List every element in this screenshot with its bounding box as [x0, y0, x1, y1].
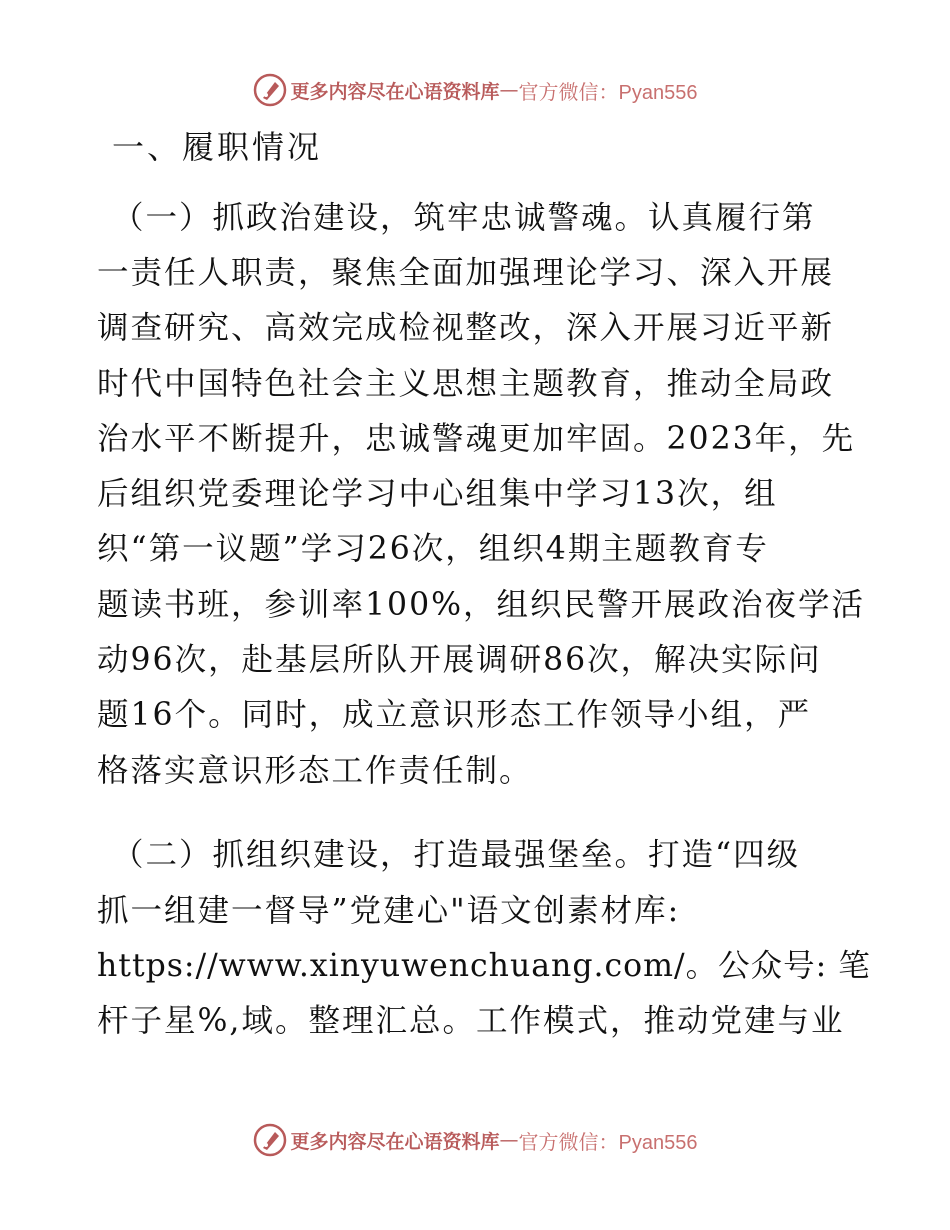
paragraph-1-line: （一）抓政治建设，筑牢忠诚警魂。认真履行第 [112, 200, 816, 236]
watermark-separator: — [499, 1129, 519, 1151]
pen-nib-logo-icon [253, 1123, 287, 1157]
paragraph-2-line: 杆子星%,域。整理汇总。工作模式，推动党建与业 [97, 1003, 845, 1039]
paragraph-1-line: 一责任人职责，聚焦全面加强理论学习、深入开展 [97, 255, 835, 291]
paragraph-2-line: （二）抓组织建设，打造最强堡垒。打造“四级 [112, 837, 801, 873]
paragraph-1-line: 题16个。同时，成立意识形态工作领导小组，严 [97, 697, 812, 733]
paragraph-1-line: 织“第一议题”学习26次，组织4期主题教育专 [97, 531, 769, 567]
paragraph-1-line: 题读书班，参训率100%，组织民警开展政治夜学活 [97, 587, 866, 623]
paragraph-1-line: 时代中国特色社会主义思想主题教育，推动全局政 [97, 366, 835, 402]
pen-nib-logo-icon [253, 73, 287, 107]
watermark-text: 更多内容尽在心语资料库 [290, 80, 500, 103]
paragraph-1-line: 调查研究、高效完成检视整改，深入开展习近平新 [97, 310, 835, 346]
watermark-text: 更多内容尽在心语资料库 [290, 1130, 500, 1153]
paragraph-1-line: 动96次，赴基层所队开展调研86次，解决实际问 [97, 642, 822, 678]
paragraph-2-line: 抓一组建一督导”党建心"语文创素材库: [97, 893, 681, 929]
paragraph-1-line: 格落实意识形态工作责任制。 [97, 753, 533, 789]
paragraph-2-line: https://www.xinyuwenchuang.com/。公众号: 笔 [97, 948, 871, 984]
paragraph-1-line: 治水平不断提升，忠诚警魂更加牢固。2023年，先 [97, 421, 856, 457]
watermark-banner-top [0, 70, 950, 110]
section-heading: 一、履职情况 [112, 128, 323, 166]
watermark-contact: 官方微信：Pyan556 [518, 81, 698, 104]
paragraph-1-line: 后组织党委理论学习中心组集中学习13次，组 [97, 476, 778, 512]
watermark-banner-bottom [0, 1120, 950, 1160]
watermark-separator: — [499, 79, 519, 101]
watermark-contact: 官方微信：Pyan556 [518, 1131, 698, 1154]
